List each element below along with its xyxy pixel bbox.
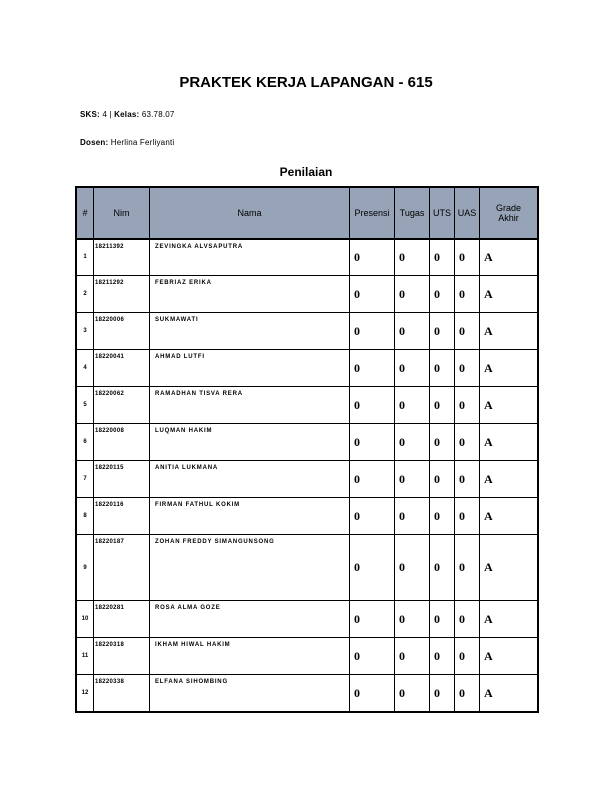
cell-nama: ELFANA SIHOMBING <box>150 675 350 712</box>
table-row <box>77 350 538 387</box>
cell-nama: ROSA ALMA GOZE <box>150 601 350 638</box>
cell-tugas: 0 <box>395 424 430 461</box>
table-row <box>77 601 538 638</box>
cell-uts: 0 <box>430 535 455 601</box>
cell-nim: 18220006 <box>94 313 150 350</box>
cell-presensi: 0 <box>350 276 395 313</box>
table-row <box>77 387 538 424</box>
cell-no: 12 <box>77 675 94 712</box>
cell-uts: 0 <box>430 461 455 498</box>
table-row <box>77 638 538 675</box>
cell-tugas: 0 <box>395 276 430 313</box>
kelas-label: Kelas: <box>114 110 140 119</box>
cell-tugas: 0 <box>395 601 430 638</box>
cell-no: 5 <box>77 387 94 424</box>
dosen-label: Dosen: <box>80 138 109 147</box>
cell-uts: 0 <box>430 675 455 712</box>
cell-nim: 18220041 <box>94 350 150 387</box>
header-nim: Nim <box>94 188 150 239</box>
cell-no: 10 <box>77 601 94 638</box>
cell-uts: 0 <box>430 276 455 313</box>
cell-no: 6 <box>77 424 94 461</box>
kelas-value: 63.78.07 <box>141 110 175 119</box>
table-row <box>77 535 538 601</box>
header-uts: UTS <box>430 188 455 239</box>
cell-uts: 0 <box>430 638 455 675</box>
cell-presensi: 0 <box>350 498 395 535</box>
header-no: # <box>77 188 94 239</box>
cell-nim: 18220318 <box>94 638 150 675</box>
cell-nim: 18211392 <box>94 239 150 276</box>
cell-uas: 0 <box>455 535 480 601</box>
cell-nama: ZEVINGKA ALVSAPUTRA <box>150 239 350 276</box>
cell-uts: 0 <box>430 313 455 350</box>
dosen-value: Herlina Ferliyanti <box>110 138 175 147</box>
table-header-row <box>77 188 538 239</box>
cell-nama: RAMADHAN TISVA RERA <box>150 387 350 424</box>
cell-presensi: 0 <box>350 601 395 638</box>
table-body <box>77 239 538 712</box>
table-row <box>77 239 538 276</box>
cell-uas: 0 <box>455 424 480 461</box>
cell-nim: 18220115 <box>94 461 150 498</box>
cell-uas: 0 <box>455 601 480 638</box>
sks-value: 4 <box>102 110 108 119</box>
cell-uas: 0 <box>455 461 480 498</box>
cell-uts: 0 <box>430 498 455 535</box>
grades-table <box>76 187 538 712</box>
cell-uas: 0 <box>455 313 480 350</box>
cell-grade: A <box>480 276 538 313</box>
cell-nim: 18220187 <box>94 535 150 601</box>
cell-tugas: 0 <box>395 387 430 424</box>
lecturer-meta <box>80 138 174 147</box>
cell-no: 7 <box>77 461 94 498</box>
cell-nama: SUKMAWATI <box>150 313 350 350</box>
cell-uas: 0 <box>455 498 480 535</box>
cell-presensi: 0 <box>350 638 395 675</box>
cell-nim: 18220008 <box>94 424 150 461</box>
cell-grade: A <box>480 387 538 424</box>
cell-no: 9 <box>77 535 94 601</box>
cell-presensi: 0 <box>350 350 395 387</box>
cell-nama: LUQMAN HAKIM <box>150 424 350 461</box>
cell-nama: ANITIA LUKMANA <box>150 461 350 498</box>
table-row <box>77 498 538 535</box>
table-row <box>77 461 538 498</box>
cell-presensi: 0 <box>350 675 395 712</box>
cell-grade: A <box>480 461 538 498</box>
cell-nama: FEBRIAZ ERIKA <box>150 276 350 313</box>
cell-tugas: 0 <box>395 239 430 276</box>
meta-separator: | <box>109 110 112 119</box>
cell-tugas: 0 <box>395 535 430 601</box>
course-meta <box>80 110 175 119</box>
cell-nim: 18220338 <box>94 675 150 712</box>
table-row <box>77 313 538 350</box>
cell-grade: A <box>480 313 538 350</box>
cell-no: 2 <box>77 276 94 313</box>
cell-uas: 0 <box>455 350 480 387</box>
cell-no: 11 <box>77 638 94 675</box>
header-presensi: Presensi <box>350 188 395 239</box>
cell-grade: A <box>480 535 538 601</box>
cell-uts: 0 <box>430 350 455 387</box>
cell-uts: 0 <box>430 601 455 638</box>
cell-tugas: 0 <box>395 350 430 387</box>
cell-nim: 18220062 <box>94 387 150 424</box>
cell-grade: A <box>480 498 538 535</box>
cell-uts: 0 <box>430 424 455 461</box>
sks-label: SKS: <box>80 110 100 119</box>
cell-grade: A <box>480 239 538 276</box>
document-title: PRAKTEK KERJA LAPANGAN - 615 <box>179 74 433 91</box>
cell-nama: FIRMAN FATHUL KOKIM <box>150 498 350 535</box>
cell-tugas: 0 <box>395 498 430 535</box>
cell-nama: IKHAM HIWAL HAKIM <box>150 638 350 675</box>
cell-uts: 0 <box>430 387 455 424</box>
cell-grade: A <box>480 675 538 712</box>
cell-presensi: 0 <box>350 387 395 424</box>
cell-no: 3 <box>77 313 94 350</box>
cell-uts: 0 <box>430 239 455 276</box>
cell-tugas: 0 <box>395 313 430 350</box>
cell-uas: 0 <box>455 239 480 276</box>
header-tugas: Tugas <box>395 188 430 239</box>
cell-no: 1 <box>77 239 94 276</box>
cell-uas: 0 <box>455 276 480 313</box>
cell-nama: AHMAD LUTFI <box>150 350 350 387</box>
cell-presensi: 0 <box>350 461 395 498</box>
table-row <box>77 276 538 313</box>
cell-no: 8 <box>77 498 94 535</box>
header-grade-line1: Grade <box>495 202 521 213</box>
cell-grade: A <box>480 638 538 675</box>
cell-tugas: 0 <box>395 675 430 712</box>
cell-tugas: 0 <box>395 461 430 498</box>
cell-uas: 0 <box>455 675 480 712</box>
cell-presensi: 0 <box>350 424 395 461</box>
cell-no: 4 <box>77 350 94 387</box>
table-row <box>77 675 538 712</box>
cell-nim: 18220116 <box>94 498 150 535</box>
section-title: Penilaian <box>279 165 333 179</box>
header-nama: Nama <box>150 188 350 239</box>
cell-nama: ZOHAN FREDDY SIMANGUNSONG <box>150 535 350 601</box>
header-grade-line2: Akhir <box>498 212 519 223</box>
cell-uas: 0 <box>455 638 480 675</box>
cell-grade: A <box>480 601 538 638</box>
cell-uas: 0 <box>455 387 480 424</box>
cell-grade: A <box>480 424 538 461</box>
cell-nim: 18211292 <box>94 276 150 313</box>
cell-grade: A <box>480 350 538 387</box>
header-grade <box>480 188 538 239</box>
table-row <box>77 424 538 461</box>
cell-tugas: 0 <box>395 638 430 675</box>
header-uas: UAS <box>455 188 480 239</box>
cell-presensi: 0 <box>350 313 395 350</box>
cell-presensi: 0 <box>350 239 395 276</box>
cell-nim: 18220281 <box>94 601 150 638</box>
cell-presensi: 0 <box>350 535 395 601</box>
